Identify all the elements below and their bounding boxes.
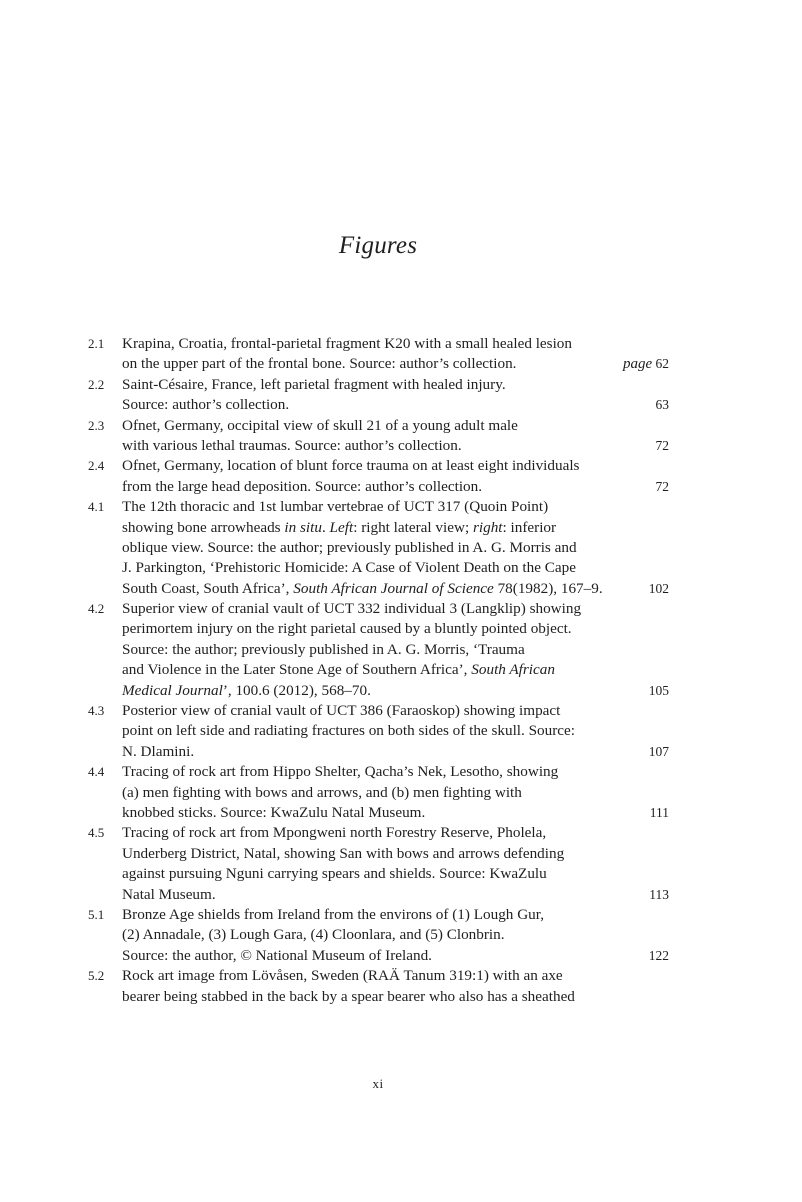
figure-line [88,905,669,925]
page-ref-number: 63 [655,397,669,413]
figure-list [88,334,669,1007]
caption-segment: knobbed sticks. Source: KwaZulu Natal Museum. [122,803,426,821]
caption-segment: Ofnet, Germany, occipital view of skull 21 of a young adult male [122,416,518,434]
figure-entry [88,334,669,375]
figure-entry [88,375,669,416]
figure-entry [88,599,669,701]
caption-segment: showing bone arrowheads [122,518,285,536]
figure-line [88,742,669,762]
caption-segment: Bronze Age shields from Ireland from the environs of (1) Lough Gur, [122,905,545,923]
caption-segment: J. Parkington, ‘Prehistoric Homicide: A Case of Violent Death on the Cape [122,559,576,577]
figure-line [88,640,669,660]
figure-entry [88,905,669,966]
caption-segment: oblique view. Source: the author; previously published in A. G. Morris and [122,538,577,556]
figure-caption-text [122,619,572,639]
figure-caption-text [122,742,194,762]
caption-segment: 78(1982), 167–9. [493,579,603,597]
caption-segment: Saint-Césaire, France, left parietal fragment with healed injury. [122,375,506,393]
figure-line [88,619,669,639]
figure-line [88,395,669,415]
caption-italic-segment: Left [329,518,354,536]
figure-page-ref [649,742,669,762]
figure-entry [88,966,669,1007]
figure-caption-text [122,905,544,925]
caption-italic-segment: in situ [284,518,322,536]
caption-segment: : right lateral view; [353,518,473,536]
caption-segment: against pursuing Nguni carrying spears and shields. Source: KwaZulu [122,865,547,883]
figure-line [88,701,669,721]
caption-segment: on the upper part of the frontal bone. Source: author’s collection. [122,355,517,373]
figure-caption-text [122,844,564,864]
figure-entry [88,456,669,497]
figure-page-ref [656,436,670,456]
figure-page-ref [650,803,669,823]
caption-segment: Superior view of cranial vault of UCT 332 individual 3 (Langklip) showing [122,600,582,618]
figure-caption-text [122,864,547,884]
figure-caption-text [122,987,575,1007]
page-ref-number: 113 [649,886,669,902]
figure-caption-text [122,375,506,395]
figure-caption-text [122,456,579,476]
caption-italic-segment: Medical Journal [122,681,223,699]
caption-segment: Source: author’s collection. [122,396,290,414]
figure-entry [88,416,669,457]
caption-segment: . [321,518,330,536]
figure-line [88,844,669,864]
figure-caption-text [122,416,518,436]
caption-segment: The 12th thoracic and 1st lumbar vertebrae of UCT 317 (Quoin Point) [122,498,549,516]
figure-caption-text [122,477,482,497]
figure-caption-text [122,701,560,721]
figure-number: 4.2 [88,601,105,617]
caption-segment: Tracing of rock art from Mpongweni north Forestry Reserve, Pholela, [122,824,547,842]
figure-line [88,579,669,599]
figure-line [88,436,669,456]
caption-segment: (2) Annadale, (3) Lough Gara, (4) Cloonlara, and (5) Clonbrin. [122,926,505,944]
caption-italic-segment: South African Journal of Science [293,579,494,597]
figure-line [88,783,669,803]
figure-number: 4.5 [88,825,105,841]
caption-italic-segment: right [472,518,503,536]
figure-number: 4.3 [88,703,105,719]
figure-line [88,925,669,945]
caption-segment: Source: the author, © National Museum of Ireland. [122,946,432,964]
caption-segment: South Coast, South Africa’, [122,579,294,597]
figure-line [88,518,669,538]
figure-line [88,681,669,701]
figure-line [88,987,669,1007]
figure-line [88,966,669,986]
page-ref-number: 105 [648,682,669,698]
figure-page-ref [656,477,670,497]
figure-page-ref [649,579,669,599]
figure-caption-text [122,436,462,456]
figure-page-ref [649,946,669,966]
figure-caption-text [122,599,581,619]
figure-caption-text [122,558,576,578]
figure-entry [88,497,669,599]
figure-line [88,885,669,905]
figure-caption-text [122,783,522,803]
page-title: Figures [338,232,418,259]
figure-line [88,416,669,436]
figure-page-ref [656,395,670,415]
figure-number: 2.4 [88,458,105,474]
caption-segment: Krapina, Croatia, frontal-parietal fragment K20 with a small healed lesion [122,335,572,352]
figure-line [88,375,669,395]
figure-line [88,660,669,680]
figure-caption-text [122,762,558,782]
page-ref-number: 62 [655,356,669,372]
figure-entry [88,762,669,823]
caption-segment: ’, 100.6 (2012), 568–70. [222,681,371,699]
figure-number: 5.1 [88,906,105,922]
caption-segment: Tracing of rock art from Hippo Shelter, Qacha’s Nek, Lesotho, showing [122,763,559,781]
figure-line [88,864,669,884]
figure-caption-text [122,803,425,823]
caption-segment: bearer being stabbed in the back by a spear bearer who also has a sheathed [122,987,575,1005]
caption-segment: Natal Museum. [122,885,216,903]
page-ref-number: 111 [649,804,669,820]
page-label: page [622,356,653,373]
figure-caption-text [122,660,555,680]
figure-number: 5.2 [88,968,105,984]
figure-number: 4.4 [88,764,105,780]
figure-page-ref [623,354,669,374]
page-ref-number: 107 [648,743,669,759]
page-ref-number: 72 [655,437,669,453]
figure-caption-text [122,518,556,538]
figure-line [88,334,669,354]
figure-line [88,558,669,578]
caption-segment: Rock art image from Lövåsen, Sweden (RAÄ Tanum 319:1) with an axe [122,967,563,985]
figure-page-ref [649,681,669,701]
figure-line [88,946,669,966]
caption-segment: point on left side and radiating fractures on both sides of the skull. Source: [122,722,575,740]
figure-caption-text [122,946,432,966]
caption-segment: perimortem injury on the right parietal caused by a bluntly pointed object. [122,620,572,638]
figure-line [88,497,669,517]
figure-caption-text [122,681,371,701]
figure-caption-text [122,497,548,517]
figure-line [88,721,669,741]
caption-segment: Posterior view of cranial vault of UCT 386 (Faraoskop) showing impact [122,702,561,720]
page-ref-number: 72 [655,478,669,494]
figure-number: 2.1 [88,336,105,351]
caption-segment: : inferior [502,518,557,536]
figure-entry [88,701,669,762]
figure-line [88,354,669,374]
caption-segment: Underberg District, Natal, showing San with bows and arrows defending [122,844,565,862]
figure-line [88,456,669,476]
figure-caption-text [122,823,546,843]
figure-caption-text [122,395,289,415]
figure-number: 2.3 [88,417,105,433]
figure-line [88,823,669,843]
figure-line [88,599,669,619]
figure-line [88,762,669,782]
caption-segment: (a) men fighting with bows and arrows, and (b) men fighting with [122,783,522,801]
figure-caption-text [122,640,525,660]
figure-number: 4.1 [88,499,105,515]
caption-segment: with various lethal traumas. Source: author’s collection. [122,436,462,454]
figure-caption-text [122,885,216,905]
figure-caption-text [122,538,577,558]
figure-line [88,803,669,823]
caption-segment: from the large head deposition. Source: author’s collection. [122,477,483,495]
page-ref-number: 122 [648,947,669,963]
figure-entry [88,823,669,905]
figure-line [88,477,669,497]
figure-line [88,538,669,558]
caption-segment: and Violence in the Later Stone Age of Southern Africa’, [122,661,472,679]
page-number: xi [372,1076,384,1091]
figure-number: 2.2 [88,376,105,392]
figure-caption-text [122,579,603,599]
figure-caption-text [122,966,563,986]
figure-caption-text [122,925,505,945]
caption-segment: Source: the author; previously published in A. G. Morris, ‘Trauma [122,640,525,658]
caption-segment: N. Dlamini. [122,742,195,760]
figure-caption-text [122,721,575,741]
caption-segment: Ofnet, Germany, location of blunt force trauma on at least eight individuals [122,457,580,475]
figure-caption-text [122,334,572,354]
page-ref-number: 102 [648,580,669,596]
figure-caption-text [122,354,516,374]
caption-italic-segment: South African [471,661,555,679]
figure-page-ref [649,885,669,905]
